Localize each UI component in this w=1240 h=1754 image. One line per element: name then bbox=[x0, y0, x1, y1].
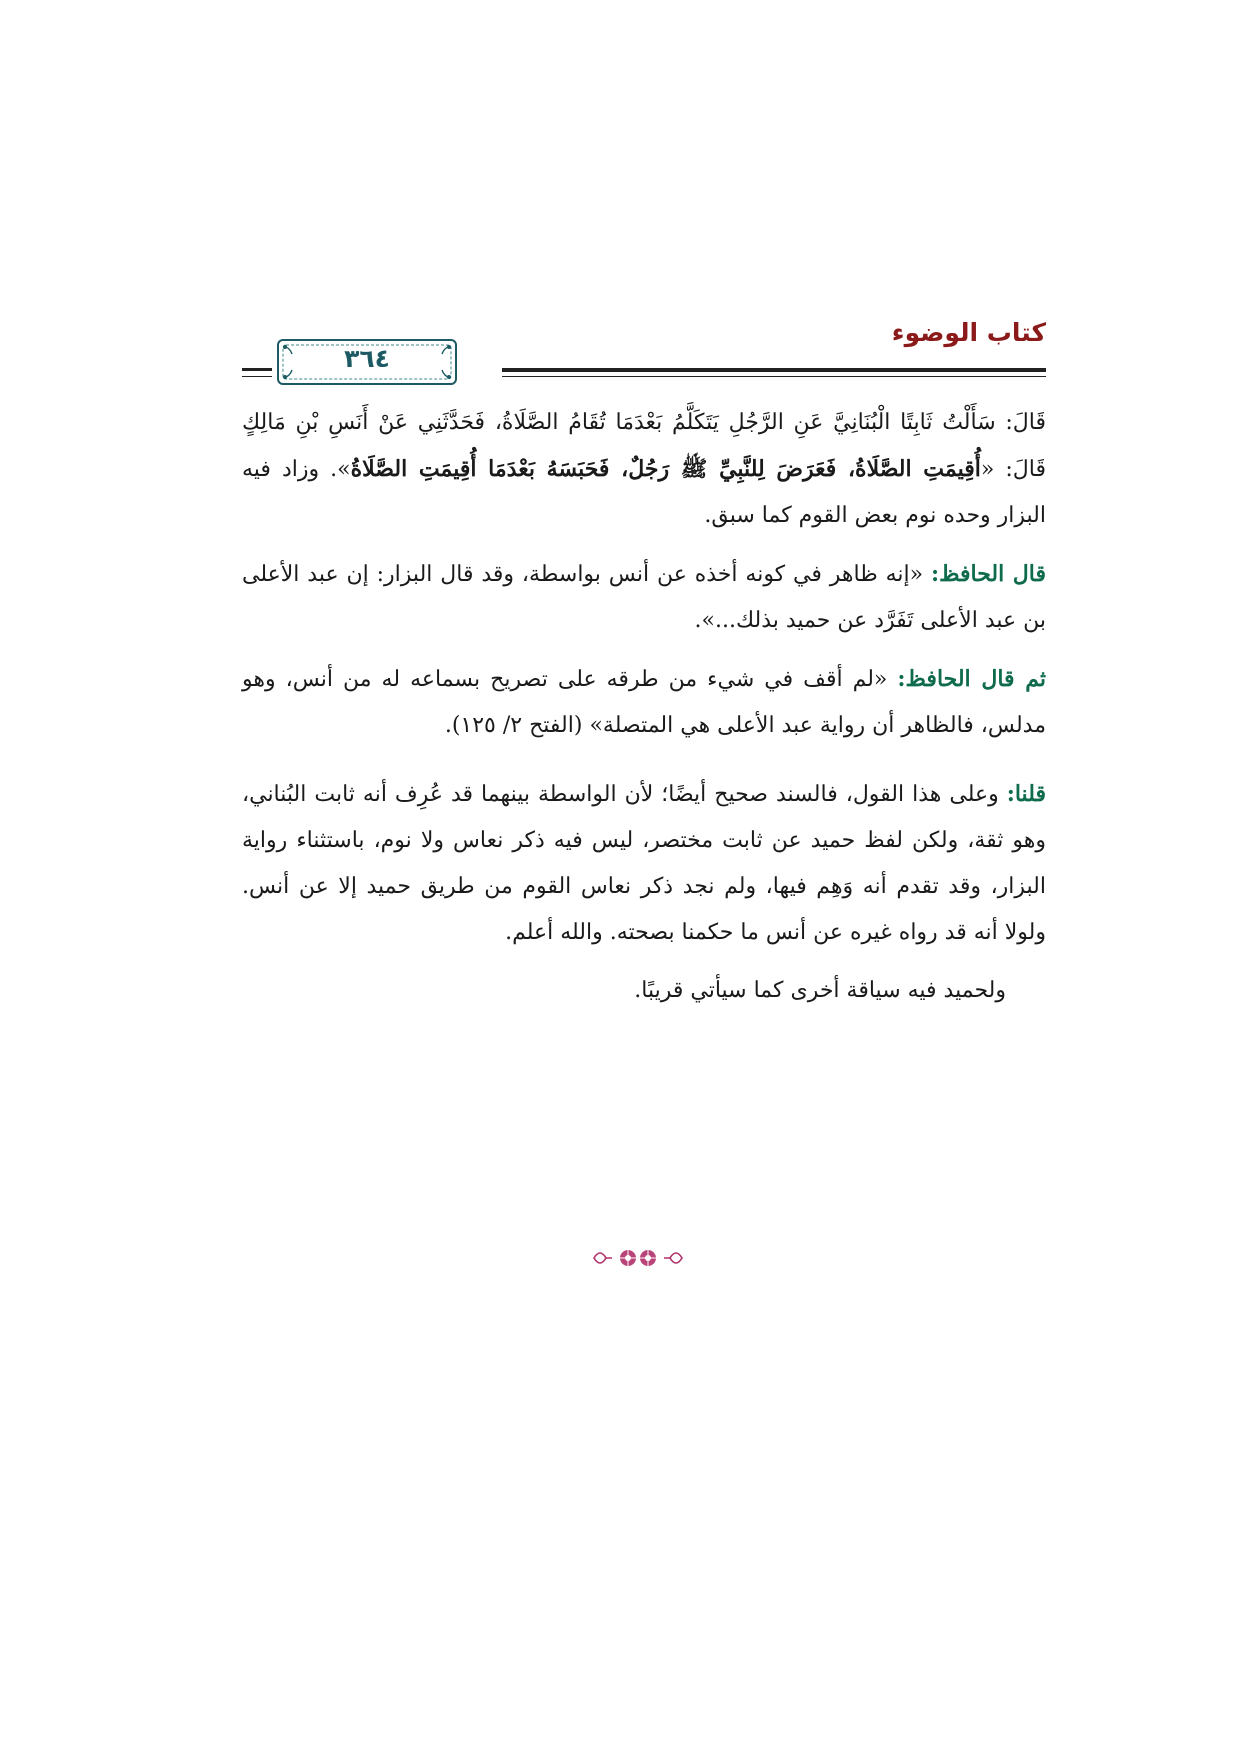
paragraph-qulna bbox=[242, 771, 1046, 956]
header-rule-left-thick bbox=[242, 368, 272, 371]
header-rule-left-thin bbox=[242, 376, 272, 377]
header-rule-thick bbox=[502, 368, 1046, 372]
floral-divider-icon bbox=[590, 1240, 686, 1276]
paragraph-lead: قال الحافظ: bbox=[931, 561, 1046, 587]
paragraph-hadith bbox=[242, 400, 1046, 539]
paragraph-text: قَالَ: سَأَلْتُ ثَابِتًا الْبُنَانِيَّ عَنِ الرَّجُلِ يَتَكَلَّمُ بَعْدَمَا تُقَامُ الصَّلَاةُ، فَحَدَّثَنِي عَنْ أَنَسِ بْنِ مَالِكٍ قَالَ: « bbox=[242, 410, 1047, 482]
book-title: كتاب الوضوء bbox=[891, 318, 1046, 347]
paragraph-text: وعلى هذا القول، فالسند صحيح أيضًا؛ لأن الواسطة بينهما قد عُرِف أنه ثابت البُناني، وهو ثقة، ولكن لفظ حميد عن ثابت مختصر، ليس فيه ذكر نعاس ولا نوم، باستثناء رواية البزار، وقد تقدم أنه وَهِم فيها، ولم نجد ذكر نعاس القوم من طريق حميد إلا عن أنس. ولولا أنه قد رواه غيره عن أنس ما حكمنا بصحته. والله أعلم. bbox=[242, 782, 1046, 945]
hadith-quote: أُقِيمَتِ الصَّلَاةُ، فَعَرَضَ لِلنَّبِيِّ ﷺ رَجُلٌ، فَحَبَسَهُ بَعْدَمَا أُقِيمَتِ الصَّلَاةُ bbox=[350, 456, 981, 482]
paragraph-hafiz-2 bbox=[242, 656, 1046, 749]
paragraph-text: «إنه ظاهر في كونه أخذه عن أنس بواسطة، وقد قال البزار: إن عبد الأعلى بن عبد الأعلى تَفَرَّد عن حميد بذلك...». bbox=[242, 562, 1046, 633]
page-number-badge bbox=[276, 338, 458, 386]
paragraph-lead: ثم قال الحافظ: bbox=[897, 666, 1046, 692]
paragraph-closing bbox=[242, 968, 1046, 1014]
page-header bbox=[242, 318, 1046, 390]
paragraph-text: ولحميد فيه سياقة أخرى كما سيأتي قريبًا. bbox=[634, 978, 1006, 1003]
page-number: ٣٦٤ bbox=[344, 344, 390, 373]
paragraph-text: ». وزاد فيه البزار وحده نوم بعض القوم كما سبق. bbox=[242, 457, 1046, 528]
paragraph-lead: قلنا: bbox=[1006, 781, 1046, 807]
paragraph-text: «لم أقف في شيء من طرقه على تصريح بسماعه له من أنس، وهو مدلس، فالظاهر أن رواية عبد الأعلى هي المتصلة» (الفتح ٢/ ١٢٥). bbox=[242, 667, 1046, 738]
header-rule-thin bbox=[502, 376, 1046, 377]
paragraph-hafiz-1 bbox=[242, 551, 1046, 644]
section-end-ornament bbox=[590, 1240, 686, 1276]
body-text bbox=[242, 400, 1046, 1026]
